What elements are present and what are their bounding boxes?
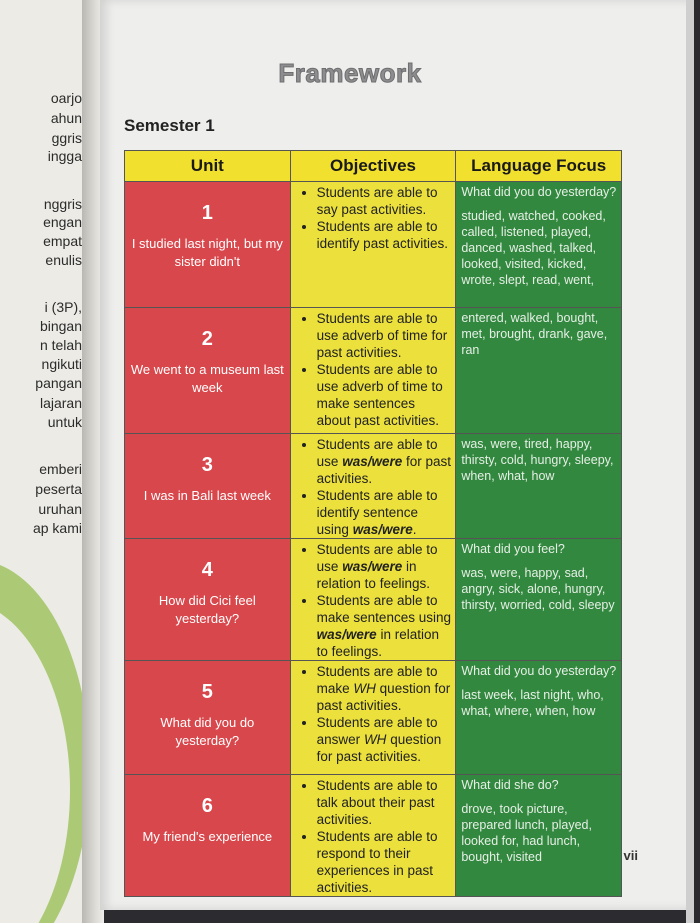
language-focus-cell <box>456 308 622 434</box>
unit-cell <box>125 182 291 308</box>
left-text-fragment: uruhan <box>38 501 82 517</box>
objective-item: • Students are able to identify sentence using was/were. <box>317 487 452 538</box>
objectives-cell <box>290 308 456 434</box>
objectives-list <box>291 310 456 429</box>
left-text-fragment: emberi <box>39 461 82 477</box>
left-text-fragment: ap kami <box>32 520 82 536</box>
objective-item: • Students are able to respond to their experiences in past activities. <box>317 828 452 896</box>
unit-name: I was in Bali last week <box>143 488 271 503</box>
objectives-cell <box>290 661 456 775</box>
left-text-fragment: nggris <box>43 196 82 212</box>
objective-item: • Students are able to make sentences using was/were in relation to feelings. <box>317 592 452 660</box>
unit-cell <box>125 661 291 775</box>
table-row <box>125 775 622 897</box>
language-focus-item: drove, took picture, prepared lunch, played, looked for, had lunch, bought, visited <box>461 802 592 864</box>
objectives-list <box>291 184 456 252</box>
objectives-list <box>291 663 456 765</box>
objectives-list <box>291 777 456 896</box>
language-focus-item: What did you feel? <box>461 542 565 556</box>
language-focus-item: was, were, happy, sad, angry, sick, alone, hungry, thirsty, worried, cold, sleepy <box>461 566 615 612</box>
page-title: Framework <box>278 58 422 88</box>
language-focus-text <box>456 182 621 288</box>
language-focus-cell <box>456 775 622 897</box>
unit-cell <box>125 434 291 539</box>
table-row <box>125 539 622 661</box>
unit-name: How did Cici feel yesterday? <box>158 593 256 626</box>
objectives-list <box>291 541 456 660</box>
language-focus-text <box>456 434 621 484</box>
header-language-focus: Language Focus <box>456 151 622 182</box>
header-unit: Unit <box>125 151 291 182</box>
language-focus-text <box>456 775 621 865</box>
emphasis-term: was/were <box>316 627 377 642</box>
unit-cell <box>125 539 291 661</box>
unit-name: My friend's experience <box>142 829 273 844</box>
language-focus-item: What did she do? <box>461 778 559 792</box>
language-focus-cell <box>456 661 622 775</box>
left-text-fragment: pangan <box>35 375 82 391</box>
left-text-fragment: ingga <box>47 148 82 164</box>
language-focus-item: entered, walked, bought, met, brought, drank, gave, ran <box>461 311 608 357</box>
table-body <box>125 182 622 897</box>
page-edge <box>686 0 694 923</box>
unit-number: 6 <box>201 795 213 817</box>
language-focus-item: What did you do yesterday? <box>461 185 617 199</box>
unit-cell <box>125 308 291 434</box>
unit-number: 3 <box>201 454 213 476</box>
left-text-fragment: oarjo <box>50 90 82 106</box>
language-focus-text <box>456 308 621 358</box>
table-row <box>125 308 622 434</box>
objective-item: • Students are able to use adverb of time for past activities. <box>317 310 452 361</box>
unit-number: 2 <box>201 328 213 350</box>
left-text-fragment: bingan <box>39 318 82 334</box>
left-text-fragment: empat <box>43 233 82 249</box>
unit-cell <box>125 775 291 897</box>
objectives-cell <box>290 182 456 308</box>
unit-number: 4 <box>201 559 213 581</box>
objectives-list <box>291 436 456 538</box>
objective-item: • Students are able to answer WH question for past activities. <box>317 714 452 765</box>
table-row <box>125 182 622 308</box>
unit-name: I studied last night, but my sister didn't <box>131 236 283 269</box>
emphasis-term: was/were <box>342 454 403 469</box>
objective-item: • Students are able to make WH question for past activities. <box>317 663 452 714</box>
language-focus-cell <box>456 182 622 308</box>
objective-item: • Students are able to identify past activities. <box>317 218 452 252</box>
objective-item: • Students are able to say past activities. <box>317 184 452 218</box>
table-row <box>125 661 622 775</box>
left-text-fragment: untuk <box>47 414 82 430</box>
page-number: vii <box>623 848 638 863</box>
left-text-fragment: ggris <box>51 130 82 146</box>
language-focus-item: last week, last night, who, what, where, when, how <box>461 688 604 718</box>
unit-number: 5 <box>201 681 213 703</box>
framework-table <box>124 150 622 897</box>
language-focus-cell <box>456 539 622 661</box>
table-row <box>125 434 622 539</box>
left-text-fragment: ahun <box>50 110 82 126</box>
emphasis-term: WH <box>353 681 376 696</box>
objective-item: • Students are able to use adverb of time to make sentences about past activities. <box>317 361 452 429</box>
objectives-cell <box>290 775 456 897</box>
header-objectives: Objectives <box>290 151 456 182</box>
language-focus-item: studied, watched, cooked, called, listened, played, danced, washed, talked, looked, visited, kicked, wrote, slept, read, went, <box>461 209 606 287</box>
emphasis-term: was/were <box>352 522 413 537</box>
objectives-cell <box>290 434 456 539</box>
language-focus-cell <box>456 434 622 539</box>
language-focus-text <box>456 539 621 613</box>
language-focus-item: was, were, tired, happy, thirsty, cold, hungry, sleepy, when, what, how <box>461 437 614 483</box>
emphasis-term: was/were <box>342 559 403 574</box>
left-text-fragment: peserta <box>35 481 82 497</box>
left-text-fragment: lajaran <box>39 395 82 411</box>
emphasis-term: WH <box>363 732 387 747</box>
objective-item: • Students are able to talk about their past activities. <box>317 777 452 828</box>
left-text-fragment: i (3P), <box>44 299 82 315</box>
unit-name: We went to a museum last week <box>130 362 284 395</box>
objective-item: • Students are able to use was/were for past activities. <box>317 436 452 487</box>
left-page <box>0 0 92 923</box>
left-text-fragment: ngikuti <box>41 356 82 372</box>
left-text-fragment: engan <box>43 214 82 230</box>
unit-name: What did you do yesterday? <box>160 715 255 748</box>
unit-number: 1 <box>201 202 213 224</box>
objectives-cell <box>290 539 456 661</box>
language-focus-text <box>456 661 621 719</box>
left-text-fragment: enulis <box>45 252 82 268</box>
semester-heading: Semester 1 <box>124 116 215 135</box>
objective-item: • Students are able to use was/were in relation to feelings. <box>317 541 452 592</box>
language-focus-item: What did you do yesterday? <box>461 664 617 678</box>
table-header-row <box>125 151 622 182</box>
left-text-fragment: n telah <box>39 337 82 353</box>
